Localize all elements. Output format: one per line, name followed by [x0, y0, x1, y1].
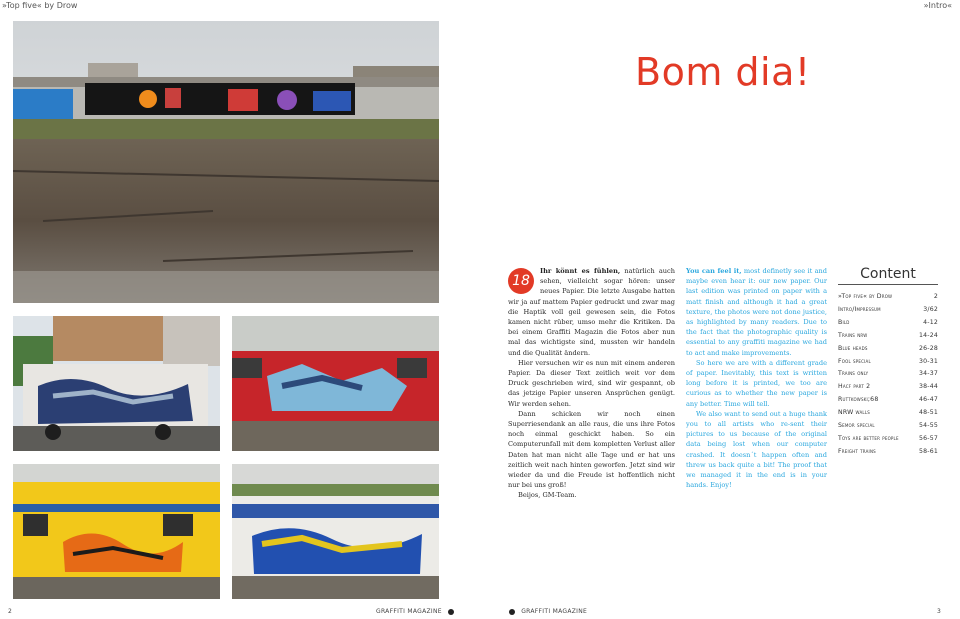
footer-right-label: GRAFFITI MAGAZINE — [521, 608, 588, 615]
toc-label: Hacf part 2 — [838, 383, 871, 391]
english-intro-column — [686, 266, 827, 490]
toc-pages: 58-61 — [919, 447, 938, 455]
german-intro-column — [508, 266, 675, 501]
toc-label: Toys are better people — [838, 434, 899, 442]
toc-label: Bild — [838, 318, 850, 326]
german-paragraph-2: Hier versuchen wir es nun mit einem anderen Papier. Da dieser Text zeitlich weit vor dem Druck geschrieben wird, sind wir gespannt, ob das jetzige Papier unseren Ansprüchen genügt. Wir werden sehen. — [508, 358, 675, 408]
toc-label: Intro/Impressum — [838, 305, 881, 313]
footer-left-page-number: 2 — [8, 608, 13, 615]
toc-row — [838, 407, 938, 420]
toc-row — [838, 356, 938, 369]
toc-pages: 4-12 — [923, 318, 938, 326]
german-paragraph-3: Dann schicken wir noch einen Superriesendank an alle raus, die uns ihre Fotos noch einmal geschickt haben. So ein Computerunfall mit dem kompletten Verlust aller Daten hat man nicht alle Tage und er hat uns zeitlich weit nach hinten geworfen. Jetzt sind wir wieder da und die Freude ist hoffentlich nicht nur bei uns groß! — [508, 409, 675, 490]
english-lead: You can feel it, — [686, 267, 742, 275]
toc-pages: 46-47 — [919, 396, 938, 404]
toc-pages: 14-24 — [919, 331, 938, 339]
footer-right-page-number: 3 — [937, 608, 942, 615]
toc-title: Content — [838, 266, 938, 285]
english-paragraph-2: So here we are with a different grade of paper. Inevitably, this text is written long before it is printed, we too are curious as to whether the new paper is any better. Time will tell. — [686, 358, 827, 408]
running-header-left: »Top five« by Drow — [2, 1, 78, 10]
toc-row — [838, 381, 938, 394]
toc-label: Freight trains — [838, 447, 876, 455]
toc-label: Blue heads — [838, 344, 868, 352]
toc-label: »Top five« by Drow — [838, 293, 893, 300]
toc-pages: 26-28 — [919, 344, 938, 352]
toc-row — [838, 291, 938, 304]
toc-pages: 56-57 — [919, 434, 938, 442]
toc-label: NRW walls — [838, 409, 871, 417]
toc-row — [838, 446, 938, 459]
truck-graffiti-photo — [13, 316, 220, 451]
toc-pages: 30-31 — [919, 357, 938, 365]
toc-row — [838, 433, 938, 446]
footer-right — [509, 608, 587, 615]
toc-label: Fool special — [838, 357, 871, 365]
toc-pages: 54-55 — [919, 422, 938, 430]
toc-label: Semor special — [838, 422, 875, 430]
toc-label: Trains nrw — [838, 331, 868, 339]
toc-row — [838, 420, 938, 433]
toc-list — [838, 291, 938, 459]
table-of-contents — [838, 266, 938, 459]
german-paragraph-1-text: natürlich auch sehen, vielleicht sogar hören: unser neues Papier. Die letzte Ausgabe hatten wir ja auf mattem Papier gedruckt und zwar mag die Haptik voll geil gewesen sein, die Fotos kamen nicht rüber, umso mehr die Kritiken. Da bei einem Graffiti Magazin die Fotos aber nun mal das wichtigste sind, mussten wir handeln und die Qualität ändern. — [508, 267, 675, 357]
toc-label: Trains only — [838, 370, 869, 378]
wall-graffiti-photo — [13, 21, 439, 303]
blue-train-graffiti-photo — [232, 464, 439, 599]
english-paragraph-1-text: most definetly see it and maybe even hear it: our new paper. Our last edition was printed on paper with a matt finish and although it had a great texture, the photos were not done justice, as highlighted by many readers. Due to the fact that the photographic quality is essential to any graffiti magazine we had to act and make improvements. — [686, 267, 827, 357]
toc-pages: 48-51 — [919, 409, 938, 417]
running-header-right: »Intro« — [923, 1, 952, 10]
toc-label: Ruttkowski;68 — [838, 396, 879, 404]
toc-pages: 34-37 — [919, 370, 938, 378]
footer-dot-icon — [509, 609, 515, 615]
toc-row — [838, 394, 938, 407]
page-title: Bom dia! — [635, 50, 811, 94]
toc-row — [838, 343, 938, 356]
yellow-train-graffiti-photo — [13, 464, 220, 599]
toc-row — [838, 304, 938, 317]
issue-number-badge: 18 — [508, 268, 534, 294]
toc-pages: 38-44 — [919, 383, 938, 391]
german-paragraph-1 — [508, 266, 675, 358]
english-paragraph-3: We also want to send out a huge thank you to all artists who re-sent their pictures to us because of the original data being lost when our computer crashed. It doesn´t happen often and threw us back quite a bit! The proof that we managed it in the end is in your hands. Enjoy! — [686, 409, 827, 490]
german-sign-off: Beijos, GM-Team. — [518, 491, 577, 500]
toc-row — [838, 330, 938, 343]
english-paragraph-1 — [686, 266, 827, 358]
footer-left — [376, 608, 454, 615]
toc-pages: 2 — [933, 293, 938, 300]
toc-pages: 3/62 — [923, 305, 938, 313]
footer-dot-icon — [448, 609, 454, 615]
toc-row — [838, 368, 938, 381]
footer-left-label: GRAFFITI MAGAZINE — [376, 608, 442, 615]
toc-row — [838, 317, 938, 330]
red-train-graffiti-photo — [232, 316, 439, 451]
german-lead: Ihr könnt es fühlen, — [540, 267, 621, 275]
